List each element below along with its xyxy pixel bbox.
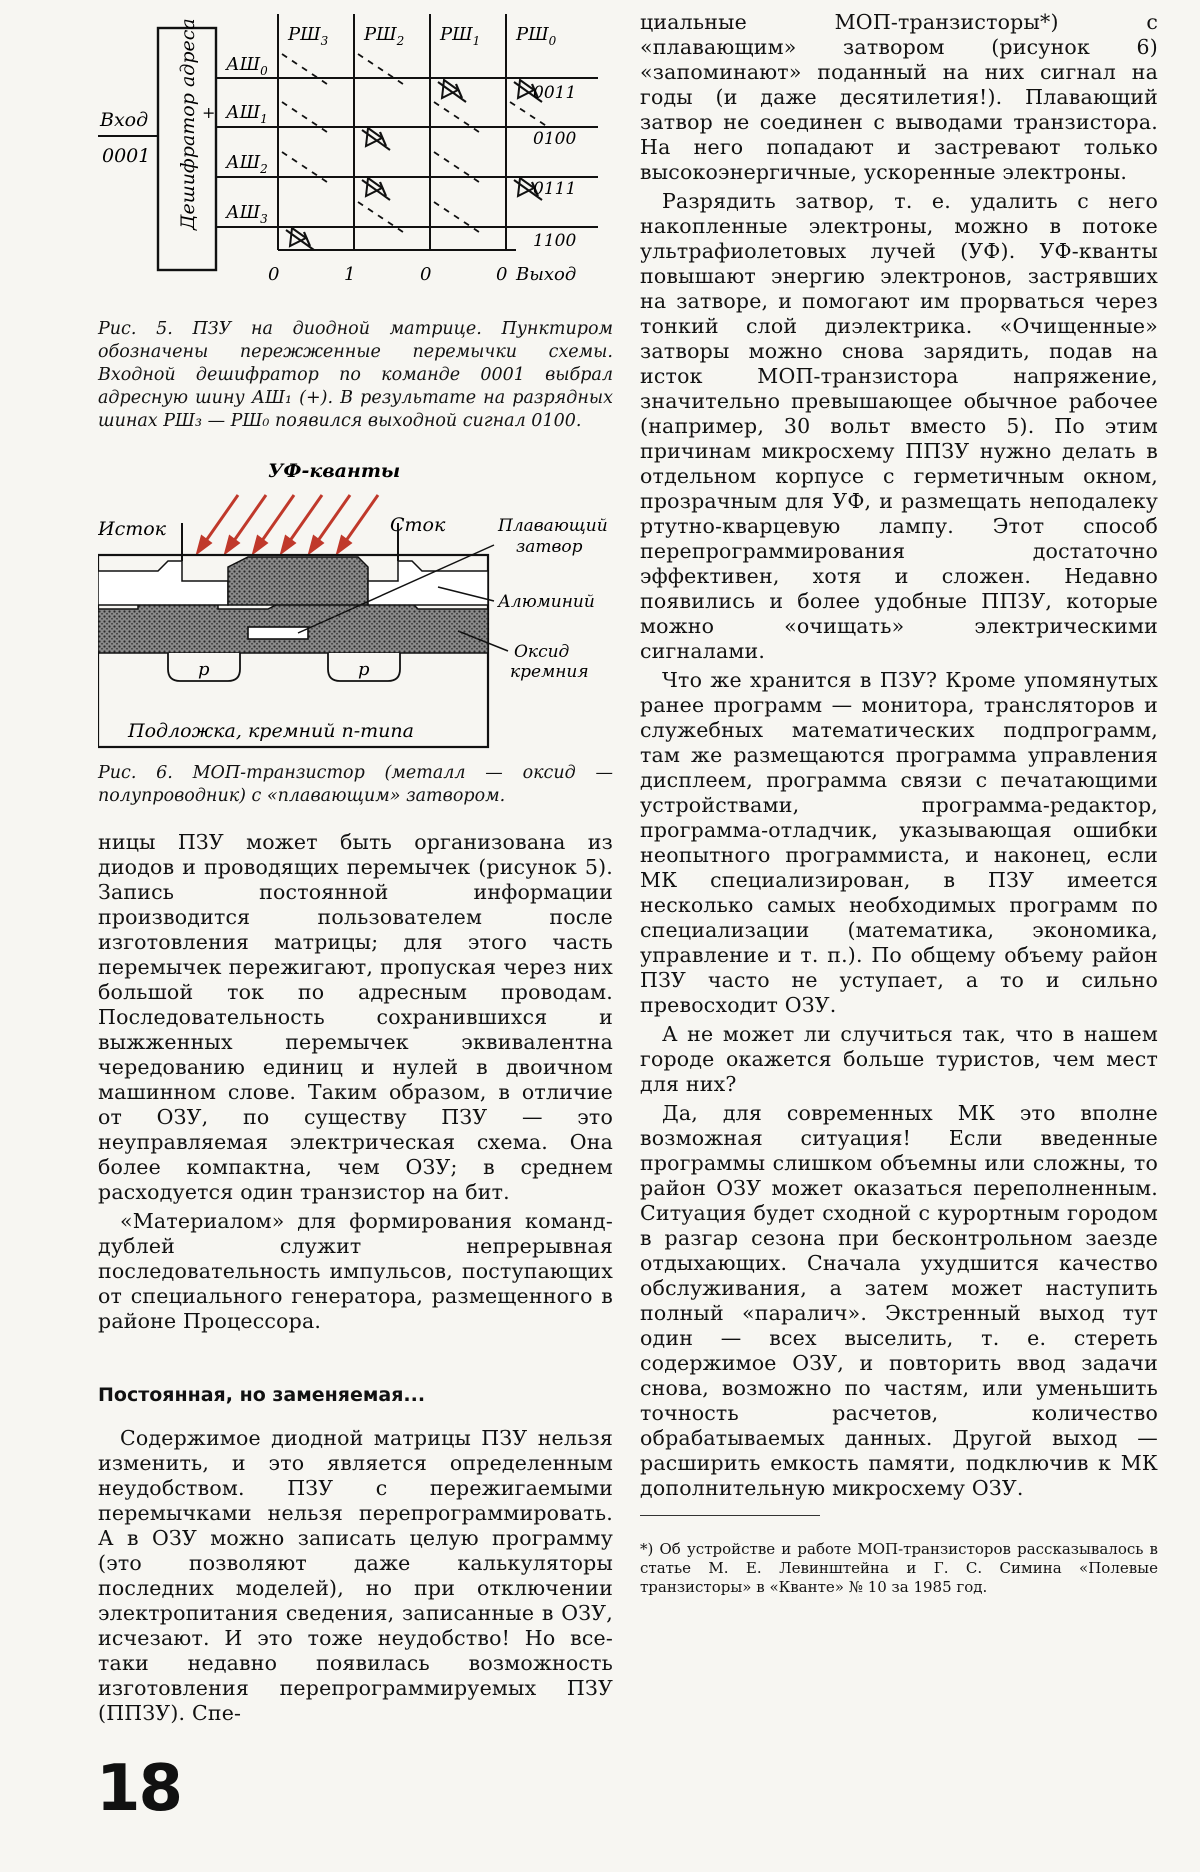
figure-6-mos-transistor: [98, 455, 613, 760]
bit-bus-label: $РШ_1$: [440, 24, 481, 48]
substrate-label: Подложка, кремний n-типа: [128, 720, 414, 742]
left-text-block: [98, 830, 613, 1334]
section-heading: Постоянная, но заменяемая...: [98, 1384, 426, 1406]
diode-link: [362, 178, 390, 200]
burned-link: [282, 102, 330, 134]
burned-link: [282, 54, 330, 86]
diode-link: [438, 80, 466, 102]
floating-gate-label: затвор: [516, 537, 583, 557]
gate-top: [228, 557, 368, 605]
input-code: 0001: [102, 145, 151, 167]
uv-label: УФ-кванты: [268, 460, 401, 482]
decoder-label: Дешифратор адреса: [177, 18, 199, 230]
row-code: 0011: [533, 83, 577, 103]
input-label: Вход: [100, 109, 149, 131]
row-code: 0111: [533, 179, 577, 199]
address-bus-label: $АШ_3$: [226, 202, 268, 226]
p-label: p: [198, 659, 210, 680]
burned-link: [434, 102, 482, 134]
bit-bus-label: $РШ_0$: [516, 24, 557, 48]
paragraph: Да, для современных МК это вполне возможная ситуация! Если введенные программы слишком объемны или сложны, то район ОЗУ может оказаться переполненным. Ситуация будет сходной с курортным городом в разгар сезона при бесконтрольном заезде отдыхающих. Сначала ухудшится качество обслуживания, а затем может наступить полный «паралич». Экстренный выход тут один — всех выселить, т. е. стереть содержимое ОЗУ, и повторить ввод задачи снова, возможно по частям, или уменьшить точность расчетов, количество обрабатываемых данных. Другой выход — расширить емкость памяти, подключив к МК дополнительную микросхему ОЗУ.: [640, 1101, 1158, 1500]
row-code: 1100: [533, 231, 577, 251]
p-label: p: [358, 659, 370, 680]
paragraph: циальные МОП-транзисторы*) с «плавающим» затвором (рисунок 6) «запоминают» поданный на них сигнал на годы (и даже десятилетия!). Плавающий затвор не соединен с выводами транзистора. На него попадают и застревают только высокоэнергичные, ускоренные электроны.: [640, 10, 1158, 184]
uv-rays: [198, 495, 378, 552]
bit-bus-label: $РШ_3$: [288, 24, 329, 48]
paragraph: А не может ли случиться так, что в нашем городе окажется больше туристов, чем мест для них?: [640, 1022, 1158, 1096]
footnote: *) Об устройстве и работе МОП-транзисторов рассказывалось в статье М. Е. Левинштейна и Г. С. Симина «Полевые транзисторы» в «Кванте» № 10 за 1985 год.: [640, 1540, 1158, 1596]
output-label: Выход: [516, 264, 577, 285]
output-bit: 0: [420, 264, 432, 285]
address-bus-label: $АШ_0$: [226, 54, 268, 78]
diode-matrix-diagram: [98, 10, 613, 310]
diode-link: [286, 228, 314, 250]
burned-link: [434, 152, 482, 184]
burned-link: [282, 152, 330, 184]
source-label: Исток: [98, 518, 167, 540]
output-bit: 1: [344, 264, 356, 285]
diode-link: [362, 128, 390, 150]
page-number: 18: [96, 1752, 182, 1826]
paragraph: Что же хранится в ПЗУ? Кроме упомянутых ранее программ — монитора, трансляторов и служебных математических подпрограмм, там же размещаются программа управления дисплеем, программа связи с печатающими устройствами, программа-редактор, программа-отладчик, указывающая ошибки неопытного программиста, и наконец, если МК специализирован, в ПЗУ имеется несколько самых необходимых программ по специализации (математика, экономика, управление и т. п.). По общему объему район ПЗУ часто не уступает, а то и сильно превосходит ОЗУ.: [640, 668, 1158, 1017]
drain-label: Сток: [390, 514, 446, 536]
burned-link: [358, 202, 406, 234]
oxide-label: Оксид: [514, 642, 570, 662]
burned-link: [434, 202, 482, 234]
output-bit: 0: [268, 264, 280, 285]
figure-6-caption: Рис. 6. МОП-транзистор (металл — оксид — полупроводник) с «плавающим» затвором.: [98, 763, 613, 806]
footnote-divider: [640, 1515, 820, 1516]
address-bus-label: $АШ_2$: [226, 152, 268, 176]
oxide-label: кремния: [510, 662, 589, 682]
figure-5-diode-matrix: [98, 10, 613, 310]
mos-transistor-diagram: [98, 455, 613, 760]
output-bit: 0: [496, 264, 508, 285]
paragraph: Содержимое диодной матрицы ПЗУ нельзя изменить, и это является определенным неудобством. ПЗУ с пережигаемыми перемычками нельзя перепрограммировать. А в ОЗУ можно записать целую программу (это позволяют даже калькуляторы последних моделей), но при отключении электропитания сведения, записанные в ОЗУ, исчезают. И это тоже неудобство! Но все-таки недавно появилась возможность изготовления перепрограммируемых ПЗУ (ППЗУ). Спе-: [98, 1426, 613, 1725]
address-bus-label: $АШ_1$: [226, 102, 268, 126]
burned-link: [510, 102, 548, 127]
floating-gate-label: Плавающий: [498, 516, 608, 536]
paragraph: «Материалом» для формирования команд-дублей служит непрерывная последовательность импульсов, поступающих от специального генератора, размещенного в районе Процессора.: [98, 1209, 613, 1333]
decoder-plus: +: [202, 103, 216, 122]
right-column: [640, 10, 1158, 1597]
paragraph: ницы ПЗУ может быть организована из диодов и проводящих перемычек (рисунок 5). Запись постоянной информации производится пользователем после изготовления матрицы; для этого часть перемычек пережигают, пропуская через них большой ток по адресным проводам. Последовательность сохранившихся и выжженных перемычек эквивалентна чередованию единиц и нулей в двоичном машинном слове. Таким образом, в отличие от ОЗУ, по существу ПЗУ — это неуправляемая электрическая схема. Она более компактна, чем ОЗУ; в среднем расходуется один транзистор на бит.: [98, 830, 613, 1204]
bit-bus-label: $РШ_2$: [364, 24, 405, 48]
burned-link: [358, 54, 406, 86]
aluminum-label: Алюминий: [498, 592, 595, 612]
paragraph: Разрядить затвор, т. е. удалить с него накопленные электроны, можно в потоке ультрафиолетовых лучей (УФ). УФ-кванты повышают энергию электронов, застрявших на затворе, и помогают им прорваться через тонкий слой диэлектрика. «Очищенные» затворы можно снова зарядить, подав на исток МОП-транзистора напряжение, значительно превышающее обычное рабочее (например, 30 вольт вместо 5). По этим причинам микросхему ППЗУ нужно делать в отдельном корпусе с герметичным окном, прозрачным для УФ, и размещать неподалеку ртутно-кварцевую лампу. Этот способ перепрограммирования достаточно эффективен, хотя и сложен. Недавно появились и более удобные ППЗУ, которые можно «очищать» электрическими сигналами.: [640, 189, 1158, 663]
figure-5-caption: Рис. 5. ПЗУ на диодной матрице. Пунктиром обозначены пережженные перемычки схемы. Входной дешифратор по команде 0001 выбрал адресную шину АШ₁ (+). В результате на разрядных шинах РШ₃ — РШ₀ появился выходной сигнал 0100.: [98, 319, 613, 431]
left-column: [98, 10, 613, 1726]
row-code: 0100: [533, 129, 577, 149]
